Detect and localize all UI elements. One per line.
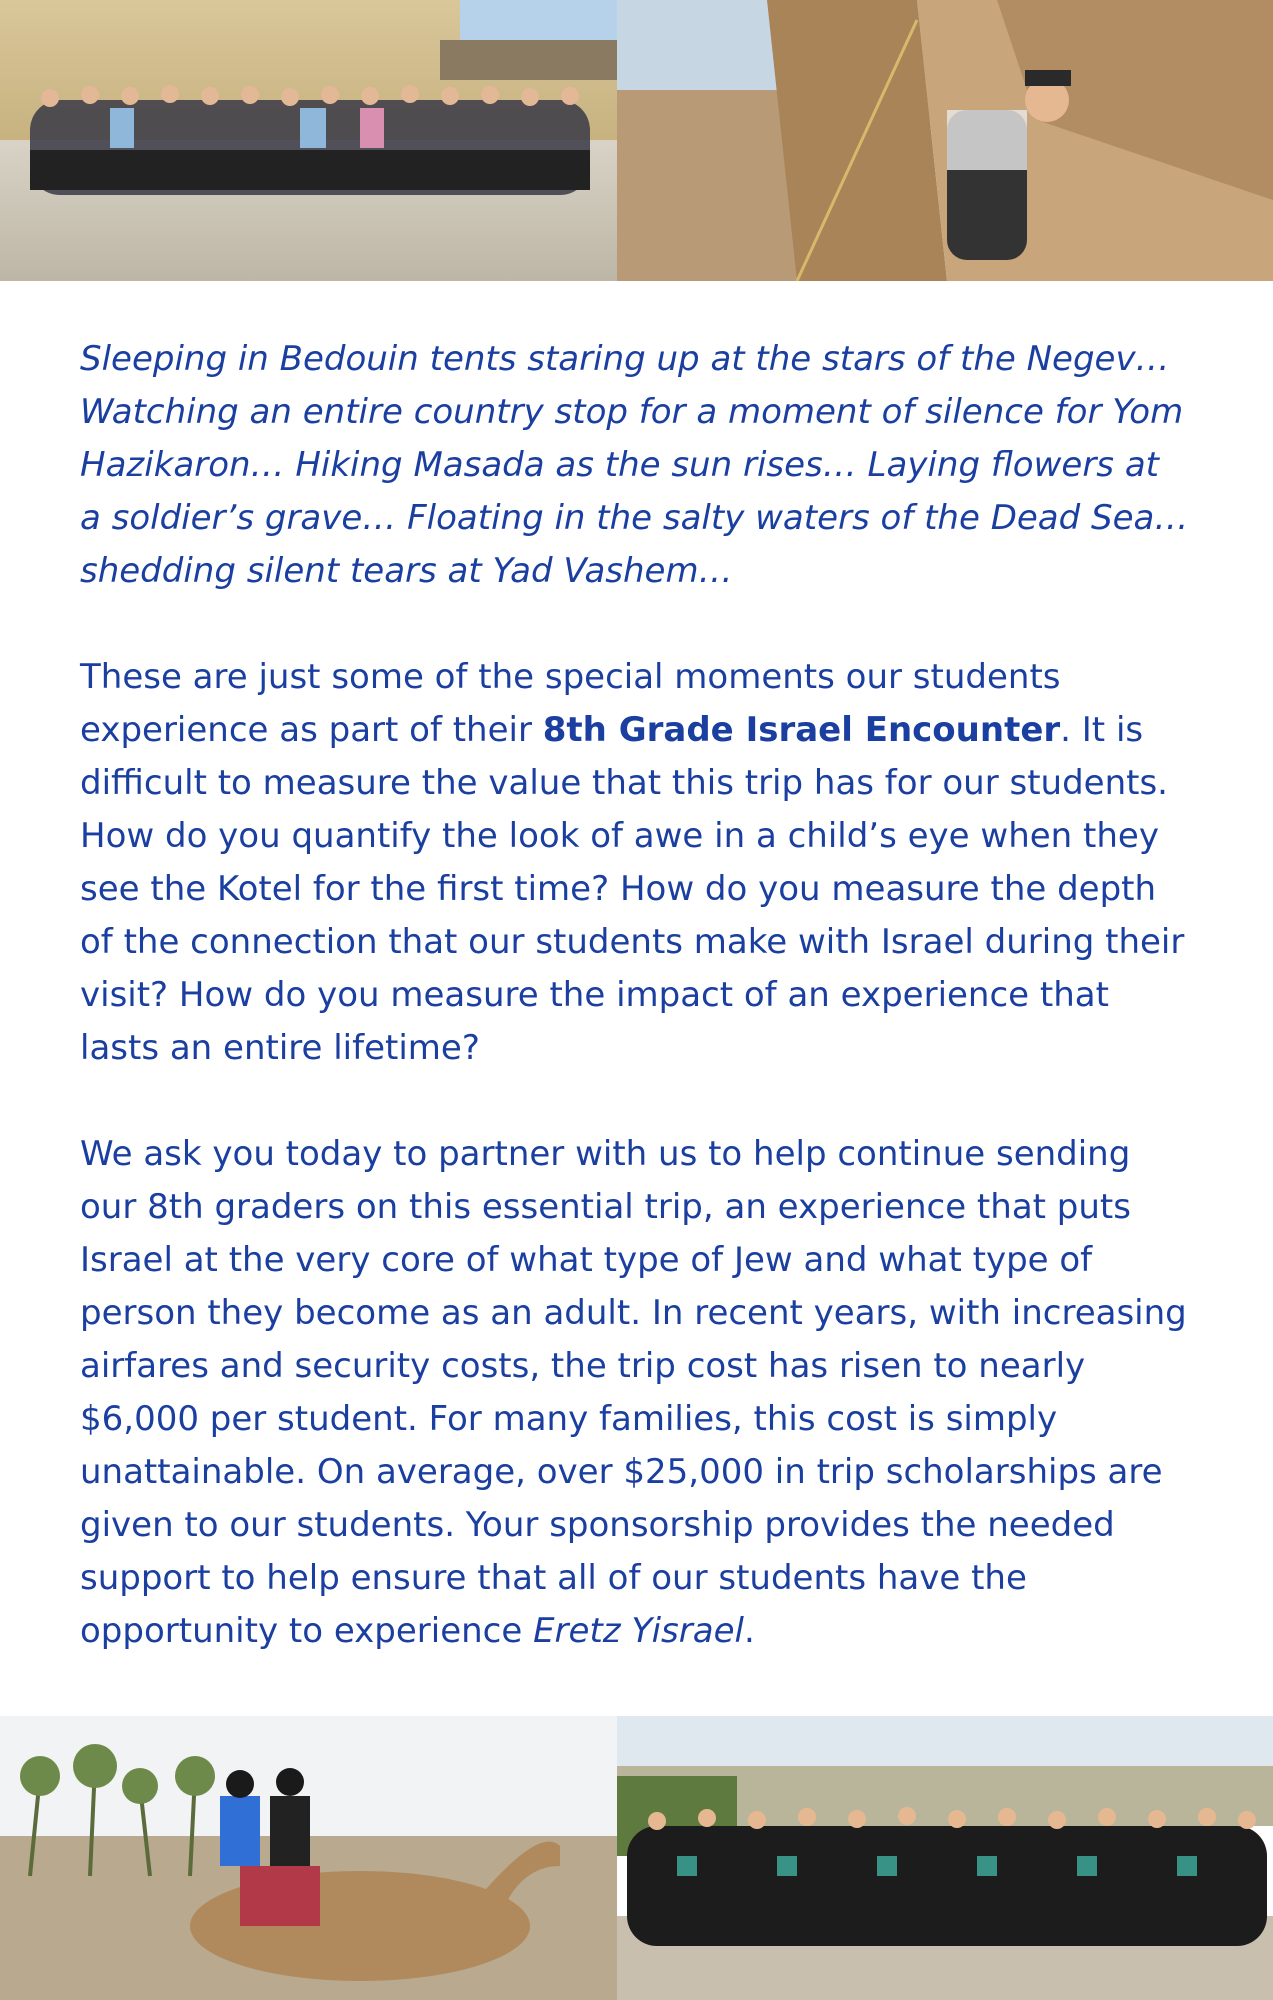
- bottom-photo-row: [0, 1716, 1273, 2000]
- photo-camel-ride: [0, 1716, 617, 2000]
- encounter-paragraph: [80, 651, 1190, 1075]
- sponsorship-text-start: We ask you today to partner with us to help continue sending our 8th graders on this essential trip, an experience that puts Israel at the very core of what type of Jew and what type of person they become as an adult. In recent years, with increasing airfares and security costs, the trip cost has risen to nearly $6,000 per student. For many families, this cost is simply unattainable. On average, over $25,000 in trip scholarships are given to our students. Your sponsorship provides the needed support to help ensure that all of our students have the opportunity to experience: [80, 1134, 1187, 1651]
- sponsorship-paragraph: [80, 1128, 1190, 1658]
- photo-masada-hike: [617, 0, 1273, 281]
- encounter-text-start: These are just some of the special moments our students experience as part of their: [80, 657, 1061, 750]
- photo-kotel-group: [0, 0, 617, 281]
- sponsorship-text-end: .: [743, 1611, 755, 1651]
- eretz-yisrael: Eretz Yisrael: [533, 1611, 744, 1651]
- encounter-highlight: 8th Grade Israel Encounter: [542, 710, 1061, 750]
- photo-jerusalem-overlook: [617, 1716, 1273, 2000]
- intro-paragraph: Sleeping in Bedouin tents staring up at the stars of the Negev… Watching an entire country stop for a moment of silence for Yom Hazikaron… Hiking Masada as the sun rises… Laying flowers at a soldier’s grave… Floating in the salty waters of the Dead Sea… shedding silent tears at Yad Vashem…: [80, 339, 1189, 591]
- top-photo-row: [0, 0, 1273, 281]
- main-text: [80, 333, 1190, 1658]
- encounter-text-end: . It is difficult to measure the value that this trip has for our students. How do you quantify the look of awe in a child’s eye when they see the Kotel for the first time? How do you measure the depth of the connection that our students make with Israel during their visit? How do you measure the impact of an experience that lasts an entire lifetime?: [80, 710, 1185, 1068]
